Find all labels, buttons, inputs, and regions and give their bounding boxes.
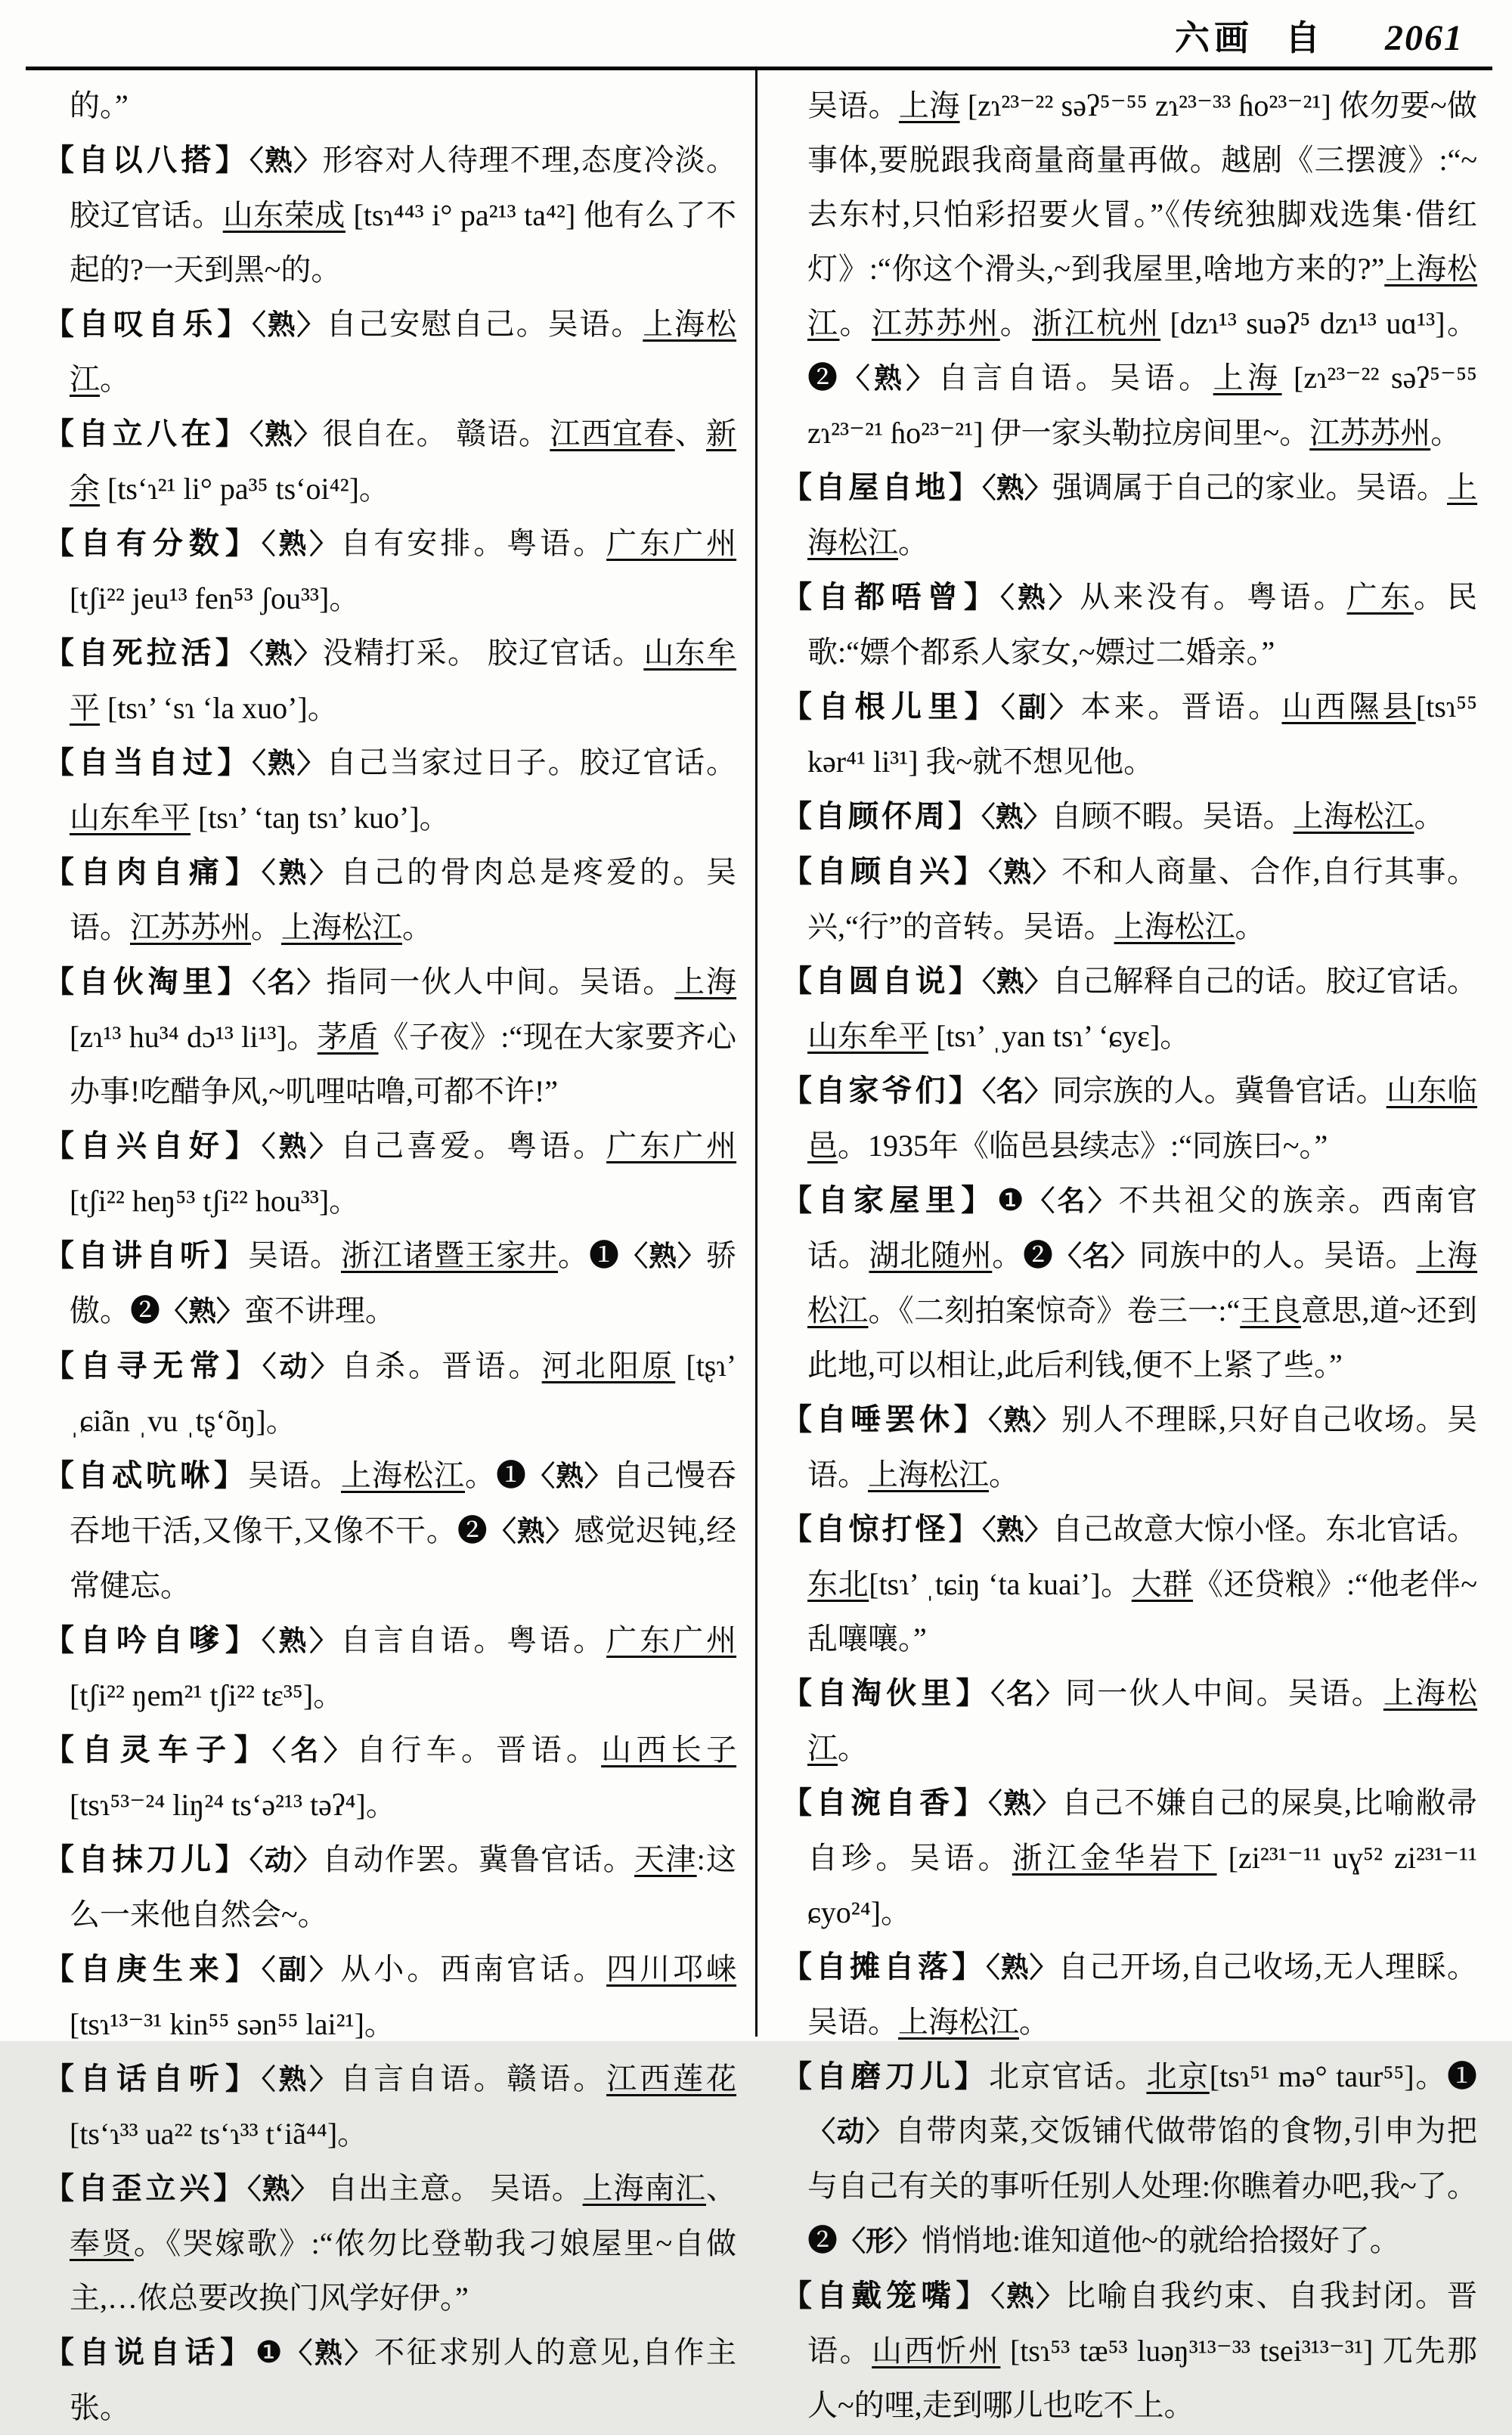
pos-tag: 〈熟〉 bbox=[527, 1461, 613, 1492]
place-name: 山东牟平 bbox=[807, 1019, 928, 1053]
entry-headword: 【自圆自说】 bbox=[782, 964, 982, 998]
entry-text: 自己当家过日子。胶辽官话。 bbox=[326, 745, 737, 779]
place-name: 广东广州 bbox=[606, 1129, 737, 1163]
dict-entry bbox=[44, 1448, 736, 1613]
pos-tag: 〈熟〉 bbox=[988, 1788, 1062, 1819]
entry-text: [tsɿ⁵⁵ kər⁴¹ li³¹] 我~就不想见他。 bbox=[807, 689, 1478, 779]
pos-tag: 〈名〉 bbox=[1053, 1241, 1139, 1272]
pos-tag: 〈熟〉 bbox=[261, 857, 341, 888]
pos-tag: 〈熟〉 bbox=[981, 1514, 1052, 1545]
entry-text: 自有安排。粤语。 bbox=[340, 526, 607, 560]
pos-tag: 〈熟〉 bbox=[1000, 582, 1080, 613]
entry-text: 自己安慰自己。吴语。 bbox=[326, 307, 643, 341]
dict-entry bbox=[782, 1064, 1477, 1173]
entry-text: [zɿ¹³ hu³⁴ dɔ¹³ li¹³]。 bbox=[70, 1020, 318, 1054]
place-name: 浙江金华岩下 bbox=[1012, 1841, 1217, 1875]
entry-text: 比喻自我约束、自我封闭。晋语。 bbox=[807, 2279, 1478, 2368]
entry-headword: 【自顾自兴】 bbox=[782, 854, 989, 888]
entry-text: 自己故意大惊小怪。东北官话。 bbox=[1052, 1512, 1478, 1546]
entry-text: [tsɿ’ ‘sɿ ‘la xuo’]。 bbox=[100, 691, 338, 725]
place-name: 上海松江 bbox=[1114, 909, 1235, 943]
place-name: 江西宜春 bbox=[550, 417, 675, 451]
place-name: 山西忻州 bbox=[872, 2334, 1001, 2368]
entry-text: 。 bbox=[251, 910, 281, 944]
entry-text: 同一伙人中间。吴语。 bbox=[1065, 1676, 1383, 1710]
dict-entry bbox=[44, 516, 736, 626]
place-name: 江苏苏州 bbox=[871, 306, 1000, 340]
entry-headword: 【自家屋里】 bbox=[782, 1183, 997, 1217]
entry-text: 不共祖父的族亲。西南官话。 bbox=[807, 1183, 1478, 1272]
dict-entry bbox=[782, 1502, 1477, 1666]
entry-text: 、 bbox=[706, 2171, 737, 2205]
pos-tag: 〈熟〉 bbox=[284, 2337, 375, 2368]
entry-headword: 【自肉自痛】 bbox=[44, 855, 262, 889]
pos-tag: 〈熟〉 bbox=[249, 145, 323, 176]
dict-entry bbox=[782, 2049, 1477, 2269]
dict-entry bbox=[44, 955, 736, 1119]
pos-tag: 〈熟〉 bbox=[247, 2173, 320, 2204]
dict-entry bbox=[44, 845, 736, 955]
pos-tag: 〈熟〉 bbox=[488, 1516, 575, 1547]
entry-text: 。 bbox=[100, 362, 130, 396]
page-header bbox=[0, 11, 1464, 60]
entry-text: [tʂɿ’ ˌɕiãn ˌvu ˌtʂ‘õŋ]。 bbox=[70, 1349, 737, 1438]
entry-text: 同族中的人。吴语。 bbox=[1139, 1238, 1417, 1272]
entry-headword: 【自伙淘里】 bbox=[44, 965, 253, 999]
entry-text: 自言自语。赣语。 bbox=[340, 2062, 607, 2096]
entry-headword: 【自兴自好】 bbox=[44, 1129, 262, 1163]
entry-headword: 【自唾罢休】 bbox=[782, 1402, 989, 1436]
entry-text: 不和人商量、合作,自行其事。兴,“行”的音转。吴语。 bbox=[807, 854, 1478, 943]
dict-entry bbox=[782, 1393, 1477, 1502]
pos-tag: 〈熟〉 bbox=[261, 1625, 341, 1656]
dict-entry bbox=[44, 1942, 736, 2052]
place-name: 浙江诸暨王家井 bbox=[341, 1238, 558, 1272]
section-title bbox=[1175, 11, 1325, 60]
place-name: 上海松江 bbox=[807, 470, 1478, 559]
dict-entry bbox=[44, 1119, 736, 1228]
entry-headword: 【自抹刀儿】 bbox=[44, 1842, 249, 1876]
entry-headword: 【自讲自听】 bbox=[44, 1238, 248, 1272]
entry-text: 自带肉菜,交饭铺代做带馅的食物,引申为把与自己有关的事听任别人处理:你瞧着办吧,我~了。❷ bbox=[807, 2114, 1478, 2257]
dict-entry bbox=[44, 2325, 736, 2435]
entry-text: 很自在。 赣语。 bbox=[322, 417, 550, 451]
place-name: 大群 bbox=[1131, 1567, 1193, 1601]
place-name: 天津 bbox=[634, 1842, 697, 1876]
pos-tag: 〈动〉 bbox=[249, 1845, 323, 1876]
entry-headword: 【自有分数】 bbox=[44, 526, 262, 560]
entry-text: 自己开场,自己收场,无人理睬。吴语。 bbox=[807, 1950, 1478, 2039]
stroke-count-label: 六画 bbox=[1175, 19, 1253, 57]
entry-headword: 【自顾伓周】 bbox=[782, 799, 981, 833]
entry-text: 。 bbox=[898, 525, 928, 559]
place-name: 山西隰县 bbox=[1281, 689, 1416, 723]
entry-text: 意思,道~还到此地,可以相让,此后利钱,便不上紧了些。” bbox=[807, 1293, 1478, 1382]
radical-label: 自 bbox=[1285, 19, 1325, 57]
entry-text: 、 bbox=[674, 417, 707, 451]
entry-text: [tsɿ’ ‘taŋ tsɿ’ kuo’]。 bbox=[191, 801, 450, 835]
place-name: 山东荣成 bbox=[222, 198, 345, 232]
entry-text: 同宗族的人。冀鲁官话。 bbox=[1052, 1073, 1387, 1108]
entry-headword: 【自吟自嗲】 bbox=[44, 1623, 262, 1657]
place-name: 广东广州 bbox=[606, 1623, 737, 1657]
place-name: 王良 bbox=[1240, 1293, 1301, 1327]
entry-text: 悄悄地:谁知道他~的就给拾掇好了。 bbox=[922, 2223, 1400, 2257]
entry-text: 。民歌:“嫖个都系人家女,~嫖过二婚亲。” bbox=[807, 580, 1478, 669]
entry-text: 别人不理睬,只好自己收场。吴语。 bbox=[807, 1402, 1478, 1492]
entry-text: 自己不嫌自己的屎臭,比喻敝帚自珍。吴语。 bbox=[807, 1786, 1478, 1875]
dict-entry bbox=[44, 1228, 736, 1339]
entry-headword: 【自灵车子】 bbox=[44, 1733, 272, 1767]
entry-text: [tʃi²² ŋem²¹ tʃi²² tɛ³⁵]。 bbox=[70, 1678, 344, 1712]
pos-tag: 〈熟〉 bbox=[252, 748, 327, 779]
pos-tag: 〈动〉 bbox=[807, 2116, 895, 2147]
pos-tag: 〈副〉 bbox=[261, 1954, 341, 1985]
entry-text: 自己的骨肉总是疼爱的。吴语。 bbox=[70, 855, 737, 944]
entry-text: 。 bbox=[999, 306, 1033, 340]
place-name: 北京 bbox=[1146, 2059, 1210, 2093]
place-name: 上海松江 bbox=[807, 1676, 1478, 1765]
entry-text: 。❶ bbox=[465, 1458, 527, 1492]
pos-tag: 〈名〉 bbox=[1027, 1185, 1119, 1216]
place-name: 上海 bbox=[898, 88, 960, 122]
pos-tag: 〈熟〉 bbox=[986, 1952, 1058, 1983]
dict-entry bbox=[782, 570, 1477, 680]
dict-entry bbox=[782, 844, 1477, 954]
dict-entry bbox=[782, 2269, 1477, 2433]
dict-entry bbox=[44, 297, 736, 407]
place-name: 上海松江 bbox=[898, 2005, 1019, 2039]
pos-tag: 〈熟〉 bbox=[261, 2064, 341, 2095]
entry-text: [zi²³¹⁻¹¹ uɣ⁵² zi²³¹⁻¹¹ ɕyo²⁴]。 bbox=[807, 1841, 1478, 1929]
place-name: 山东临邑 bbox=[807, 1073, 1478, 1163]
entry-text: 形容对人待理不理,态度冷淡。胶辽官话。 bbox=[70, 143, 737, 232]
entry-text: 《还贷粮》:“他老伴~乱嚷嚷。” bbox=[807, 1567, 1478, 1656]
entry-text: [tsɿ¹³⁻³¹ kin⁵⁵ sən⁵⁵ lai²¹]。 bbox=[70, 2007, 395, 2041]
entry-text: 感觉迟钝,经常健忘。 bbox=[70, 1513, 737, 1603]
entry-text: 北京官话。 bbox=[989, 2059, 1147, 2093]
pos-tag: 〈熟〉 bbox=[160, 1296, 244, 1327]
place-name: 浙江杭州 bbox=[1032, 306, 1161, 340]
place-name: 奉贤 bbox=[70, 2226, 134, 2260]
entry-headword: 【自叹自乐】 bbox=[44, 307, 253, 341]
place-name: 上海松江 bbox=[281, 910, 402, 944]
entry-headword: 【自惊打怪】 bbox=[782, 1512, 982, 1546]
place-name: 江苏苏州 bbox=[130, 910, 251, 944]
entry-text: ❶ bbox=[255, 2335, 285, 2369]
place-name: 湖北随州 bbox=[869, 1238, 993, 1272]
column-divider bbox=[755, 70, 758, 2037]
entry-headword: 【自都唔曾】 bbox=[782, 580, 1001, 614]
entry-text: 。《二刻拍案惊奇》卷三一:“ bbox=[868, 1293, 1241, 1327]
pos-tag: 〈熟〉 bbox=[620, 1241, 706, 1272]
dict-entry bbox=[44, 2161, 736, 2325]
header-rule bbox=[26, 67, 1492, 70]
entry-headword: 【自歪立兴】 bbox=[44, 2171, 248, 2205]
pos-tag: 〈熟〉 bbox=[988, 857, 1062, 888]
entry-text: 强调属于自己的家业。吴语。 bbox=[1052, 470, 1448, 504]
entry-text: 从来没有。粤语。 bbox=[1080, 580, 1347, 614]
entry-text: 不征求别人的意见,自作主张。 bbox=[70, 2335, 737, 2424]
pos-tag: 〈熟〉 bbox=[841, 363, 938, 394]
place-name: 河北阳原 bbox=[541, 1349, 676, 1383]
dict-entry bbox=[782, 1776, 1477, 1940]
entry-text: 《子夜》:“现在大家要齐心办事!吃醋争风,~叽哩咕噜,可都不许!” bbox=[70, 1020, 737, 1108]
entry-text: 骄傲。❷ bbox=[70, 1238, 736, 1327]
left-column bbox=[44, 79, 736, 2435]
pos-tag: 〈名〉 bbox=[981, 1076, 1052, 1107]
pos-tag: 〈熟〉 bbox=[252, 309, 327, 340]
entry-text: [tsɿ⁵³⁻²⁴ liŋ²⁴ ts‘ə²¹³ təʔ⁴]。 bbox=[70, 1788, 396, 1822]
place-name: 上海松江 bbox=[1293, 799, 1414, 833]
entry-headword: 【自磨刀儿】 bbox=[782, 2059, 990, 2093]
entry-text: 。 bbox=[1019, 2005, 1049, 2039]
dict-entry bbox=[44, 626, 736, 736]
entry-text: 。 bbox=[402, 910, 432, 944]
place-name: 山东牟平 bbox=[70, 801, 191, 835]
place-name: 上海松江 bbox=[807, 252, 1478, 340]
entry-text: 吴语。 bbox=[248, 1458, 341, 1492]
entry-text: [tsɿ’ ˌyan tsɿ’ ‘ɕyɛ]。 bbox=[928, 1019, 1191, 1053]
entry-text: 自出主意。 吴语。 bbox=[319, 2171, 583, 2205]
pos-tag: 〈熟〉 bbox=[988, 1405, 1062, 1436]
entry-headword: 【自摊自落】 bbox=[782, 1950, 987, 1984]
place-name: 四川邛崃 bbox=[606, 1952, 737, 1986]
entry-text: [tʃi²² heŋ⁵³ tʃi²² hou³³]。 bbox=[70, 1184, 360, 1218]
pos-tag: 〈熟〉 bbox=[261, 528, 341, 559]
place-name: 东北 bbox=[807, 1567, 869, 1601]
pos-tag: 〈熟〉 bbox=[981, 801, 1052, 832]
dict-entry bbox=[782, 680, 1477, 789]
entry-text: 自杀。晋语。 bbox=[341, 1349, 542, 1383]
dict-entry-continuation bbox=[782, 79, 1477, 460]
entry-text: 没精打采。 胶辽官话。 bbox=[322, 636, 644, 670]
place-name: 江西莲花 bbox=[606, 2062, 737, 2096]
dict-entry bbox=[44, 1723, 736, 1832]
entry-headword: 【自忒吭咻】 bbox=[44, 1458, 248, 1492]
pos-tag: 〈熟〉 bbox=[249, 419, 323, 450]
entry-text: [ts‘ɿ³³ ua²² ts‘ɿ³³ t‘iã⁴⁴]。 bbox=[70, 2117, 368, 2151]
place-name: 上海松江 bbox=[341, 1458, 465, 1492]
entry-text: [dzɿ¹³ suəʔ⁵ dzɿ¹³ uɑ¹³]。❷ bbox=[807, 306, 1478, 395]
dict-entry-continuation bbox=[44, 79, 736, 133]
pos-tag: 〈熟〉 bbox=[261, 1131, 341, 1162]
place-name: 上海 bbox=[1213, 361, 1282, 395]
entry-headword: 【自涴自香】 bbox=[782, 1786, 989, 1820]
entry-text: 自顾不暇。吴语。 bbox=[1051, 799, 1294, 833]
entry-headword: 【自当自过】 bbox=[44, 745, 253, 779]
entry-text: 吴语。 bbox=[807, 88, 899, 122]
dict-entry bbox=[782, 1173, 1477, 1393]
place-name: 上海松江 bbox=[807, 1238, 1478, 1327]
dict-entry bbox=[44, 1832, 736, 1942]
entry-text: 自行车。晋语。 bbox=[356, 1733, 602, 1767]
entry-text: 的。” bbox=[70, 88, 129, 122]
entry-text: :这么一来他自然会~。 bbox=[70, 1842, 737, 1932]
entry-text: 。 bbox=[989, 1458, 1019, 1492]
place-name: 上海 bbox=[674, 965, 737, 999]
place-name: 上海南汇 bbox=[582, 2171, 707, 2205]
entry-headword: 【自家爷们】 bbox=[782, 1073, 982, 1108]
dict-entry bbox=[44, 736, 736, 845]
dict-entry bbox=[44, 1613, 736, 1723]
entry-text: [tsɿ’ ˌtɕiŋ ‘ta kuai’]。 bbox=[869, 1567, 1132, 1601]
entry-text: 。《哭嫁歌》:“侬勿比登勒我刁娘屋里~自做主,…侬总要改换门风学好伊。” bbox=[70, 2226, 736, 2315]
pos-tag: 〈副〉 bbox=[1000, 692, 1081, 723]
entry-text: 。❶ bbox=[558, 1238, 620, 1272]
dict-entry bbox=[44, 407, 736, 516]
entry-text: 自己喜爱。粤语。 bbox=[340, 1129, 607, 1163]
entry-text: 从小。西南官话。 bbox=[340, 1952, 607, 1986]
dict-entry bbox=[44, 133, 736, 297]
pos-tag: 〈熟〉 bbox=[981, 966, 1052, 997]
entry-text: 自言自语。粤语。 bbox=[340, 1623, 607, 1657]
entry-text: 自己慢吞吞地干活,又像干,又像不干。❷ bbox=[70, 1458, 736, 1547]
entry-text: 自言自语。吴语。 bbox=[937, 361, 1213, 395]
entry-text: 。1935年《临邑县续志》:“同族曰~。” bbox=[838, 1129, 1328, 1163]
entry-headword: 【自立八在】 bbox=[44, 417, 250, 451]
dict-entry bbox=[782, 954, 1477, 1064]
place-name: 茅盾 bbox=[317, 1020, 379, 1054]
pos-tag: 〈动〉 bbox=[262, 1351, 342, 1382]
entry-headword: 【自根儿里】 bbox=[782, 689, 1001, 723]
entry-text: 。❷ bbox=[992, 1238, 1054, 1272]
place-name: 上海松江 bbox=[70, 307, 737, 396]
entry-text: 。 bbox=[1235, 909, 1266, 943]
entry-text: 本来。晋语。 bbox=[1080, 689, 1282, 723]
dict-entry bbox=[782, 789, 1477, 844]
dict-entry bbox=[44, 2052, 736, 2161]
pos-tag: 〈名〉 bbox=[271, 1735, 357, 1766]
place-name: 山东牟平 bbox=[70, 636, 737, 725]
page-number: 2061 bbox=[1385, 18, 1464, 58]
pos-tag: 〈熟〉 bbox=[990, 2281, 1066, 2312]
entry-headword: 【自庚生来】 bbox=[44, 1952, 262, 1986]
entry-headword: 【自屋自地】 bbox=[782, 470, 982, 504]
entry-text: 指同一伙人中间。吴语。 bbox=[326, 965, 675, 999]
entry-text: [tʃi²² jeu¹³ fen⁵³ ʃou³³]。 bbox=[70, 581, 360, 615]
pos-tag: 〈熟〉 bbox=[249, 638, 323, 669]
entry-text: 吴语。 bbox=[248, 1238, 341, 1272]
entry-text: ❶ bbox=[996, 1183, 1027, 1217]
place-name: 新余 bbox=[70, 417, 737, 506]
right-column bbox=[782, 79, 1477, 2433]
place-name: 江苏苏州 bbox=[1309, 416, 1431, 450]
entry-headword: 【自戴笼嘴】 bbox=[782, 2279, 991, 2313]
entry-text: 。 bbox=[1430, 416, 1461, 450]
dict-entry bbox=[782, 1940, 1477, 2049]
entry-text: 。 bbox=[1414, 799, 1445, 833]
entry-headword: 【自话自听】 bbox=[44, 2062, 262, 2096]
entry-text: [zɿ²³⁻²² səʔ⁵⁻⁵⁵ zɿ²³⁻²¹ ɦo²³⁻²¹] 伊一家头勒拉房间里~。 bbox=[807, 361, 1477, 450]
entry-text: 自动作罢。冀鲁官话。 bbox=[322, 1842, 635, 1876]
entry-headword: 【自寻无常】 bbox=[44, 1349, 262, 1383]
entry-headword: 【自淘伙里】 bbox=[782, 1676, 991, 1710]
entry-text: 蛮不讲理。 bbox=[244, 1293, 395, 1327]
entry-text: 。 bbox=[838, 1731, 868, 1765]
entry-headword: 【自死拉活】 bbox=[44, 636, 250, 670]
dict-entry bbox=[782, 460, 1477, 570]
pos-tag: 〈名〉 bbox=[990, 1678, 1066, 1709]
place-name: 山西长子 bbox=[601, 1733, 737, 1767]
entry-text: [tsɿ⁵¹ mə° taur⁵⁵]。❶ bbox=[1209, 2059, 1478, 2093]
entry-text: [tsɿ⁴⁴³ i° pa²¹³ ta⁴²] 他有么了不起的?一天到黑~的。 bbox=[70, 198, 737, 287]
pos-tag: 〈名〉 bbox=[252, 967, 327, 998]
entry-headword: 【自以八搭】 bbox=[44, 143, 250, 177]
entry-text: [ts‘ɿ²¹ li° pa³⁵ ts‘oi⁴²]。 bbox=[100, 472, 389, 506]
place-name: 上海松江 bbox=[868, 1458, 989, 1492]
place-name: 广东广州 bbox=[606, 526, 737, 560]
entry-text: 自己解释自己的话。胶辽官话。 bbox=[1052, 964, 1478, 998]
entry-text: [zɿ²³⁻²² səʔ⁵⁻⁵⁵ zɿ²³⁻³³ ɦo²³⁻²¹] 侬勿要~做事体,要脱跟我商量商量再做。越剧《三摆渡》:“~去东村,只怕彩招要火冒。”《传统独脚戏选集·借红灯》:“你这个滑头,~到我屋里,啥地方来的?” bbox=[807, 88, 1478, 286]
pos-tag: 〈形〉 bbox=[838, 2226, 922, 2257]
dict-entry bbox=[44, 1339, 736, 1448]
dict-entry bbox=[782, 1666, 1477, 1776]
place-name: 广东 bbox=[1346, 580, 1414, 614]
pos-tag: 〈熟〉 bbox=[981, 472, 1052, 503]
entry-text: [tsɿ⁵³ tæ⁵³ luəŋ³¹³⁻³³ tsei³¹³⁻³¹] 兀先那人~的哩,走到哪儿也吃不上。 bbox=[807, 2334, 1478, 2422]
entry-headword: 【自说自话】 bbox=[44, 2335, 256, 2369]
entry-text: 。 bbox=[839, 306, 872, 340]
